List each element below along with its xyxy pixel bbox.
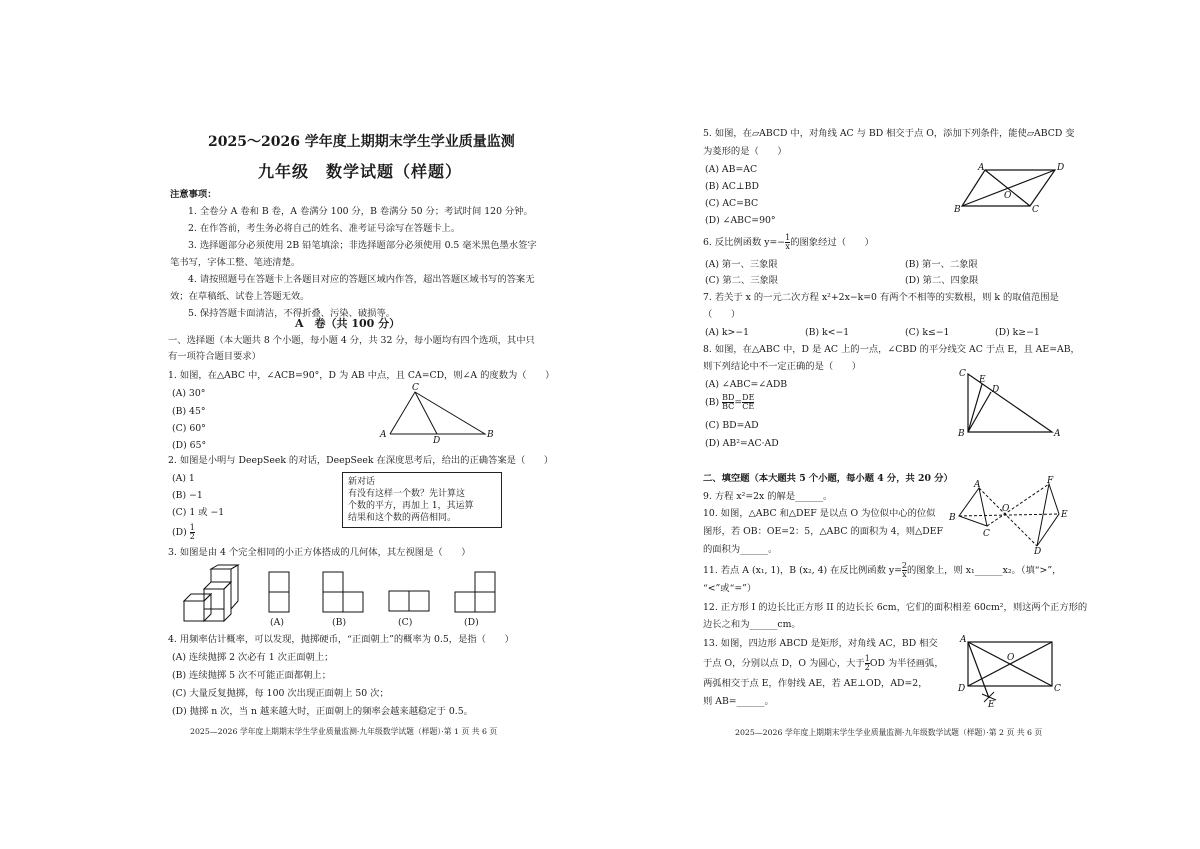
label-b: B	[954, 205, 961, 215]
label-d: D	[1057, 163, 1065, 173]
q5-parallelogram-figure	[954, 163, 1065, 215]
question-5-cont: 为菱形的是（ ）	[703, 146, 787, 157]
q10-homothety-figure	[949, 476, 1068, 557]
fraction-1-over-x: $\frac{1}{x}$	[785, 233, 791, 251]
q13-rectangle-figure	[960, 636, 1065, 708]
q6-option-d: (D) 第二、四象限	[905, 275, 979, 286]
label-c: C	[1032, 205, 1039, 215]
question-7-cont: （ ）	[703, 309, 741, 320]
label-b: B	[958, 429, 965, 439]
q2-option-a: (A) 1	[172, 473, 195, 484]
q5-option-c: (C) AC=BC	[705, 198, 759, 209]
label-e: E	[988, 700, 995, 710]
question-10: 10. 如图，△ABC 和△DEF 是以点 O 为位似中心的位似	[703, 508, 936, 519]
label-o: O	[1004, 191, 1012, 201]
q4-option-d: (D) 抛掷 n 次，当 n 越来越大时，正面朝上的频率会越来越稳定于 0.5。	[172, 706, 473, 717]
question-10-cont: 的面积为______。	[703, 544, 778, 555]
page-1	[150, 0, 555, 849]
question-1: 1. 如图，在△ABC 中，∠ACB=90°，D 为 AB 中点，且 CA=CD，则∠A 的度数为（ ）	[168, 370, 555, 381]
q1-option-b: (B) 45°	[172, 406, 206, 417]
q3-label-c: (C)	[398, 617, 413, 628]
q7-option-d: (D) k≥−1	[995, 327, 1040, 338]
question-13-cont: 两弧相交于点 E，作射线 AE，若 AE⊥OD，AD=2，	[703, 678, 928, 689]
notice-line: 效；在草稿纸、试卷上答题无效。	[170, 291, 310, 302]
deepseek-chat-bubble	[342, 472, 502, 528]
question-8-cont: 则下列结论中不一定正确的是（ ）	[703, 361, 862, 372]
q8-triangle-figure	[958, 369, 1062, 440]
label-d: D	[992, 385, 1000, 395]
question-11-cont: “<”或“=”）	[703, 583, 757, 594]
q5-option-d: (D) ∠ABC=90°	[705, 215, 776, 226]
question-13-cont: 于点 O，分别以点 D，O 为圆心，大于 $\frac{1}{2}$ OD 为半径画弧，	[703, 654, 944, 672]
page-2	[695, 0, 1088, 849]
q4-option-c: (C) 大量反复抛掷，每 100 次出现正面朝上 50 次；	[172, 688, 389, 699]
q3-option-b-view	[322, 571, 364, 615]
label-c: C	[412, 383, 419, 393]
notice-line: 笔书写，字体工整、笔迹清楚。	[170, 257, 301, 268]
q8-option-b: (B) $\frac{BD}{BC}$ = $\frac{DE}{CE}$	[705, 393, 755, 411]
exam-title: 2025～2026 学年度上期期末学生学业质量监测	[208, 134, 515, 150]
label-o: O	[1002, 504, 1010, 514]
question-10-cont: 图形，若 OB：OE=2：5，△ABC 的面积为 4，则△DEF	[703, 526, 943, 537]
label-a: A	[974, 480, 981, 490]
q1-option-c: (C) 60°	[172, 423, 206, 434]
exam-subtitle: 九年级 数学试题（样题）	[258, 162, 463, 181]
question-4: 4. 用频率估计概率，可以发现，抛掷硬币，“正面朝上”的概率为 0.5，是指（ ）	[168, 634, 514, 645]
chat-line: 结果和这个数的两倍相同。	[348, 513, 457, 523]
notice-line: 4. 请按照题号在答题卡上各题目对应的答题区域内作答，超出答题区域书写的答案无	[188, 274, 535, 285]
chat-title: 新对话	[348, 477, 376, 487]
question-12: 12. 正方形 I 的边长比正方形 II 的边长长 6cm，它们的面积相差 60cm²，则这两个正方形的	[703, 602, 1088, 613]
label-a: A	[978, 163, 985, 173]
label-d: D	[433, 436, 441, 446]
label-d: D	[1034, 547, 1042, 557]
q6-option-b: (B) 第一、二象限	[905, 259, 978, 270]
notice-line: 5. 保持答题卡面清洁，不得折叠、污染、破损等。	[188, 308, 396, 319]
chat-line: 有没有这样一个数？先计算这	[348, 489, 466, 499]
label-e: E	[979, 375, 986, 385]
question-3: 3. 如图是由 4 个完全相同的小正方体搭成的几何体，其左视图是（ ）	[168, 547, 471, 558]
q3-cube-stack-figure	[182, 565, 242, 627]
question-13: 13. 如图，四边形 ABCD 是矩形，对角线 AC，BD 相交	[703, 638, 938, 649]
question-5: 5. 如图，在▱ABCD 中，对角线 AC 与 BD 相交于点 O，添加下列条件，能使▱ABCD 变	[703, 128, 1075, 139]
label-a: A	[960, 635, 967, 645]
label-a: A	[380, 430, 387, 440]
q8-option-d: (D) AB²=AC·AD	[705, 438, 779, 449]
q6-option-a: (A) 第一、三象限	[705, 259, 778, 270]
q3-label-d: (D)	[464, 617, 479, 628]
question-12-cont: 边长之和为______cm。	[703, 619, 801, 630]
q4-option-a: (A) 连续抛掷 2 次必有 1 次正面朝上；	[172, 652, 334, 663]
q3-label-b: (B)	[332, 617, 347, 628]
label-b: B	[949, 513, 956, 523]
question-9: 9. 方程 x²=2x 的解是______。	[703, 491, 833, 502]
notice-line: 2. 在作答前，考生务必将自己的姓名、准考证号涂写在答题卡上。	[188, 223, 461, 234]
q1-option-d: (D) 65°	[172, 440, 207, 451]
label-c: C	[1054, 684, 1061, 694]
q6-option-c: (C) 第二、三象限	[705, 275, 779, 286]
question-7: 7. 若关于 x 的一元二次方程 x²+2x−k=0 有两个不相等的实数根，则 k 的取值范围是	[703, 292, 1059, 303]
label-e: E	[1061, 510, 1068, 520]
q3-label-a: (A)	[270, 617, 284, 628]
q7-option-c: (C) k≤−1	[905, 327, 950, 338]
q4-option-b: (B) 连续抛掷 5 次不可能正面都朝上；	[172, 670, 332, 681]
q1-option-a: (A) 30°	[172, 388, 206, 399]
q2-option-b: (B) −1	[172, 490, 203, 501]
question-13-cont: 则 AB=______。	[703, 696, 774, 707]
q3-option-d-view	[454, 571, 496, 615]
label-o: O	[1007, 653, 1015, 663]
q5-option-b: (B) AC⊥BD	[705, 181, 759, 192]
q8-option-c: (C) BD=AD	[705, 420, 759, 431]
page-1-footer: 2025—2026 学年度上期期末学生学业质量监测·九年级数学试题（样题）·第 1 页 共 6 页	[190, 727, 498, 736]
fraction-one-half: $\frac{1}{2}$	[189, 523, 195, 541]
question-2: 2. 如图是小明与 DeepSeek 的对话，DeepSeek 在深度思考后，给出的正确答案是（ ）	[168, 455, 554, 466]
q3-option-a-view	[268, 571, 290, 615]
q2-option-c: (C) 1 或 −1	[172, 507, 225, 518]
notice-line: 1. 全卷分 A 卷和 B 卷，A 卷满分 100 分，B 卷满分 50 分；考试时间 120 分钟。	[188, 206, 533, 217]
q5-option-a: (A) AB=AC	[705, 164, 758, 175]
question-8: 8. 如图，在△ABC 中，D 是 AC 上的一点，∠CBD 的平分线交 AC 于点 E，且 AE=AB，	[703, 344, 1080, 355]
q7-option-b: (B) k<−1	[805, 327, 850, 338]
part2-heading: 二、填空题（本大题共 5 个小题，每小题 4 分，共 20 分）	[703, 473, 953, 484]
notice-title: 注意事项：	[170, 189, 217, 200]
label-f: F	[1047, 476, 1054, 486]
q3-option-c-view	[388, 590, 430, 614]
q8-option-a: (A) ∠ABC=∠ADB	[705, 379, 788, 390]
section-a-title: A 卷（共 100 分）	[295, 317, 401, 330]
chat-line: 个数的平方，再加上 1，其运算	[348, 501, 474, 511]
label-a: A	[1054, 429, 1061, 439]
q7-option-a: (A) k>−1	[705, 327, 750, 338]
part1-heading: 有一项符合题目要求）	[168, 351, 261, 362]
part1-heading: 一、选择题（本大题共 8 个小题，每小题 4 分，共 32 分，每小题均有四个选项，其中只	[168, 335, 535, 346]
label-d: D	[958, 684, 966, 694]
question-11: 11. 若点 A (x₁, 1)，B (x₂, 4) 在反比例函数 y= $\frac{2}{x}$ 的图象上，则 x₁______x₂。（填“>”，	[703, 561, 1062, 579]
label-c: C	[983, 529, 990, 539]
label-c: C	[959, 369, 966, 379]
fraction-one-half: $\frac{1}{2}$	[864, 654, 870, 672]
fraction-2-over-x: $\frac{2}{x}$	[901, 561, 907, 579]
question-6: 6. 反比例函数 y=− $\frac{1}{x}$ 的图象经过（ ）	[703, 233, 874, 251]
q1-triangle-figure	[380, 383, 495, 446]
q2-option-d: (D) $\frac{1}{2}$	[172, 523, 195, 541]
page-2-footer: 2025—2026 学年度上期期末学生学业质量监测·九年级数学试题（样题）·第 2 页 共 6 页	[735, 728, 1043, 737]
notice-line: 3. 选择题部分必须使用 2B 铅笔填涂；非选择题部分必须使用 0.5 毫米黑色墨水签字	[188, 240, 537, 251]
label-b: B	[487, 430, 494, 440]
